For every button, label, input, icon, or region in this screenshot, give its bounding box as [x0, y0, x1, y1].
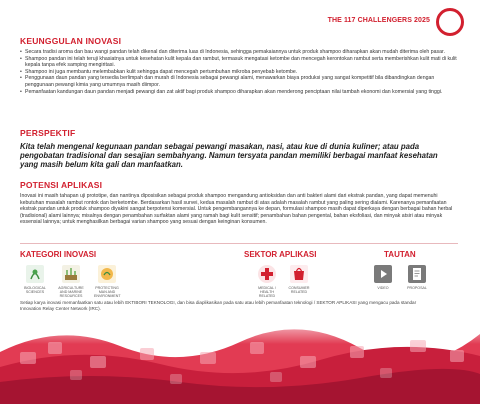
tile-biological	[22, 264, 48, 294]
section-perspektif	[20, 128, 458, 170]
biology-icon	[25, 264, 45, 284]
potensi-title: POTENSI APLIKASI	[20, 180, 103, 190]
brand-ring-logo	[436, 8, 464, 36]
video-icon[interactable]	[373, 264, 393, 284]
tile-label: AGRICULTURE AND MARINE RESOURCES	[58, 286, 84, 298]
section-keunggulan	[20, 36, 458, 95]
tile-label: BIOLOGICAL SCIENCES	[24, 286, 46, 294]
footnote: Setiap karya inovasi memanfaatkan satu atau lebih EKTIBORI TEKNOLOGI, dan bisa diaplikasikan pada satu atau lebih pemanfaatan teknologi / SEKTOR APLIKASI yang mengacu pada standar Innovation Relay Center Network (IRC).	[20, 300, 417, 311]
decorative-puzzle-band	[0, 312, 480, 404]
list-item: • Shampoo pandan ini telah teruji khasiatnya untuk kesehatan kulit kepala dan rambut, termasuk mengatasi ketombe dan mencegah kerontokan rambut serta memberishkan kulit mati di kulit kepala tanpa efek samping mengiritasi.	[20, 56, 458, 69]
tile-label: PROTECTING MAN AND ENVIRONMENT	[94, 286, 121, 298]
medical-health-icon	[257, 264, 277, 284]
perspektif-title: PERSPEKTIF	[20, 128, 76, 138]
sektor-title: SEKTOR APLIKASI	[244, 250, 317, 259]
tile-agriculture	[58, 264, 84, 298]
keunggulan-list	[20, 49, 458, 95]
keunggulan-title: KEUNGGULAN INOVASI	[20, 36, 122, 46]
list-item: • Pemanfaatan kandungan daun pandan menjadi pewangi dan zat aktif bagi produk shampoo diharapkan akan menderong penciptaan nilai tambah ekonomi dan komersial yang tinggi.	[20, 89, 458, 96]
tile-medical	[254, 264, 280, 298]
tile-consumer	[286, 264, 312, 294]
tautan-title: TAUTAN	[384, 250, 416, 259]
puzzle-band-graphic	[0, 312, 480, 404]
tile-label: MEDICAL / HEALTH RELATED	[258, 286, 276, 298]
tile-label: PROPOSAL	[407, 286, 427, 290]
list-item: • Shampoo ini juga membantu melembabkan kulit sehingga dapat mencegah pertumbuhan mikroba penyebab ketombe.	[20, 69, 458, 76]
perspektif-text: Kita telah mengenal kegunaan pandan sebagai pewangi masakan, nasi, atau kue di dunia kuliner; atau pada pengobatan tradisional dan sesajian sembahyang. Namun tersyata pandan memiliki berbagai manfaat kesehatan yang masih belum kita gali dan manfaatkan.	[20, 142, 438, 170]
list-item: • Secara tradisi aroma dan bau wangi pandan telah dikenal dan diterima luas di Indonesia, sehingga pemakaiannya untuk produk shampoo diharapkan akan mudah diterima oleh pasar.	[20, 49, 458, 56]
environment-icon	[97, 264, 117, 284]
tile-environment	[94, 264, 120, 298]
proposal-icon[interactable]	[407, 264, 427, 284]
brand-title: THE 117 CHALLENGERS 2025	[327, 17, 430, 24]
potensi-text: Inovasi ini masih tahapan uji prototipe, dan nantinya diposisikan sebagai produk shampoo mengandung antioksidan dan anti bakteri alami dari ekstrak pandan, yang dapat memenuhi kebutuhan masalah rambut rontok dan berketombe. Berdasarkan hasil survei, kedua masalah rambut di atas adalah masalah rambut yang paling sering dialami. Karenanya pemanfaatan ekstrak pandan untuk produk shampoo diyakini sangat berpotensi komersial. Untuk pengembangannya ke depan, formulasi shampoo masih dapat diperkaya dengan berbagai bahan herbal (tradisional) alami lainnya; misalnya dengan penambahan surfaktan alami yang ramah bagi kulit sensitif; penambahan bahan pengental, bahan eksfoliasi, dan minyak atsiri atau minyak essensial lainnya; untuk menghasilkan berbagai varian shampoo yang sesuai dengan keinginan konsumen.	[20, 193, 453, 226]
agriculture-icon	[61, 264, 81, 284]
tile-label: VIDEO	[377, 286, 389, 290]
tile-label: CONSUMER RELATED	[288, 286, 310, 294]
consumer-icon	[289, 264, 309, 284]
section-divider	[20, 243, 458, 244]
tile-proposal[interactable]	[404, 264, 430, 290]
list-item: • Penggunaan daun pandan yang tersedia berlimpah dan murah di Indonesia sebagai pewangi alami, menawarkan biaya produksi yang sangat kompetitif bila dibandingkan dengan penggunaan pewangi kimia yang umumnya masih diimpor.	[20, 75, 458, 88]
kategori-title: KATEGORI INOVASI	[20, 250, 97, 259]
section-potensi	[20, 180, 458, 226]
tile-video[interactable]	[370, 264, 396, 290]
